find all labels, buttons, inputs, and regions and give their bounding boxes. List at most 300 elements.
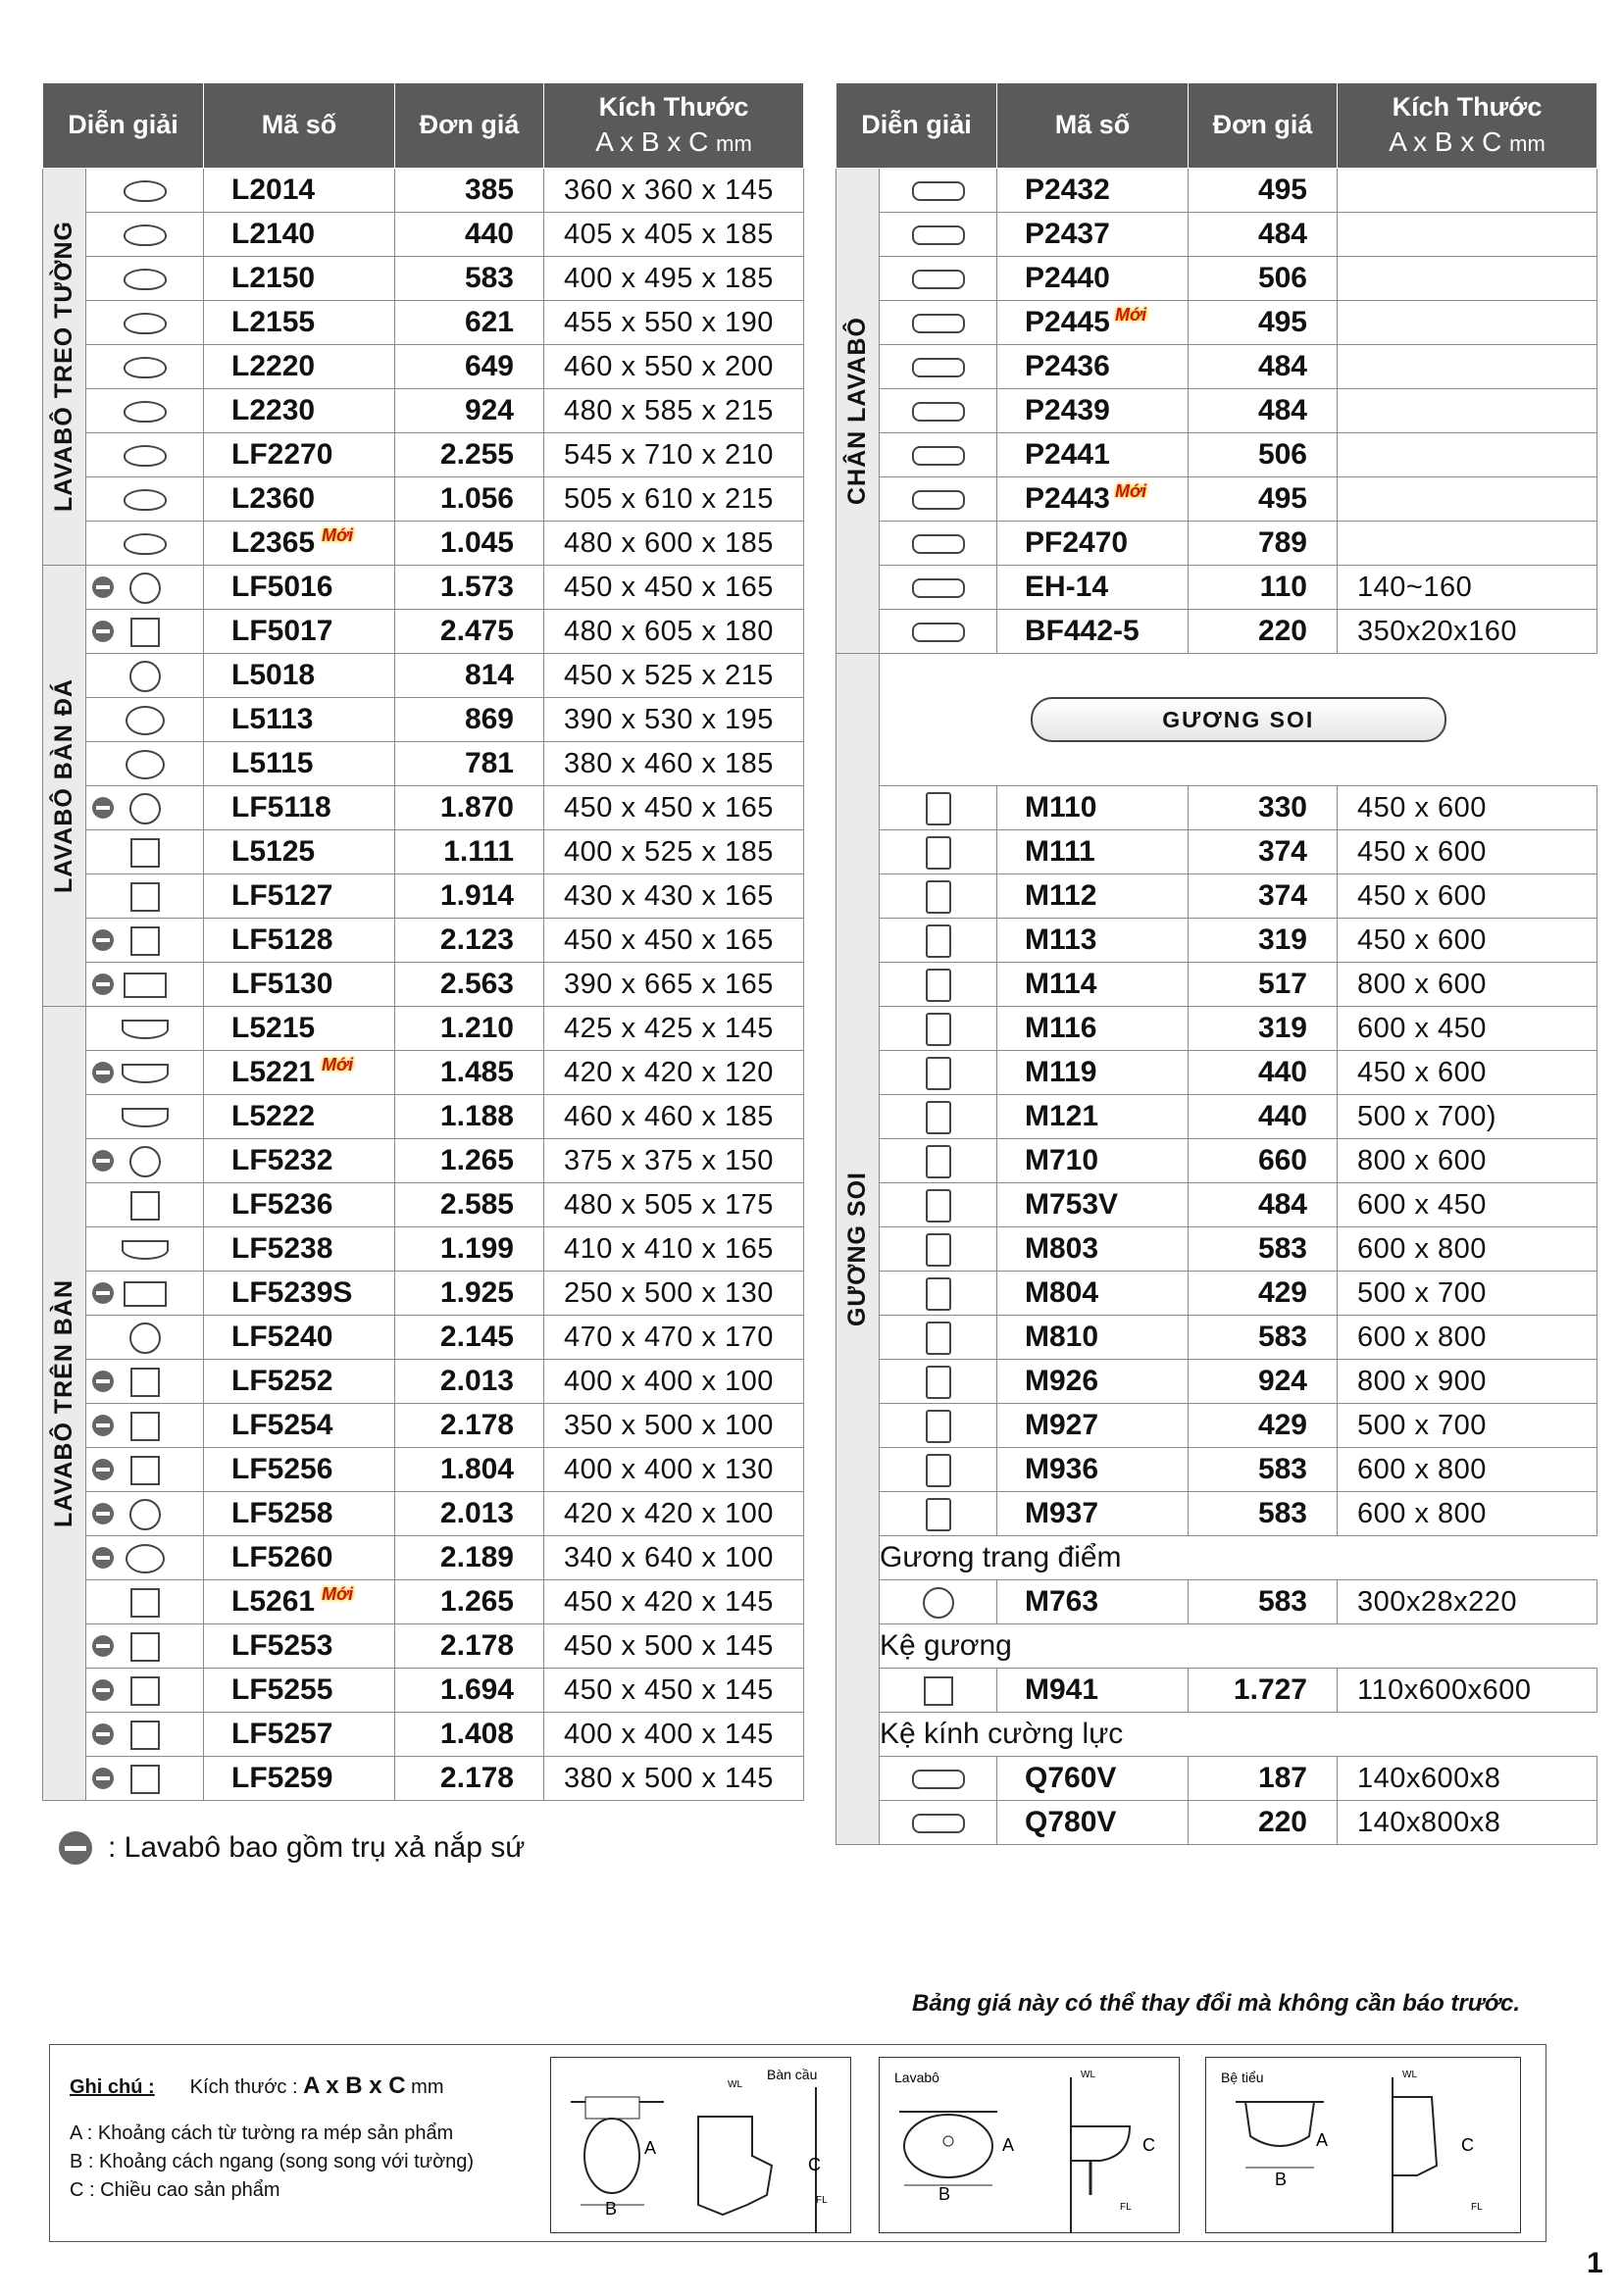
ceramic-cap-icon [92, 576, 114, 598]
table-row [836, 169, 1597, 213]
table-row [836, 522, 1597, 566]
product-image-cell [86, 301, 204, 345]
product-image-cell [86, 610, 204, 654]
product-price: 583 [1189, 1448, 1338, 1492]
table-header-row [43, 83, 804, 169]
product-price: 319 [1189, 919, 1338, 963]
pedestal-icon [912, 270, 965, 289]
product-price: 924 [395, 389, 544, 433]
product-size: 450 x 420 x 145 [544, 1580, 804, 1624]
product-code: LF5118 [204, 786, 395, 830]
product-price: 495 [1189, 301, 1338, 345]
table-row [43, 1713, 804, 1757]
product-image-cell [880, 830, 997, 874]
product-code: LF5127 [204, 874, 395, 919]
ceramic-cap-icon [92, 1768, 114, 1789]
ceramic-cap-icon [92, 1150, 114, 1172]
product-price: 2.013 [395, 1492, 544, 1536]
product-image-cell [86, 522, 204, 566]
ceramic-cap-icon [59, 1831, 92, 1865]
product-size: 480 x 585 x 215 [544, 389, 804, 433]
product-image-cell [880, 1360, 997, 1404]
product-image-cell [880, 257, 997, 301]
product-image-cell [880, 1448, 997, 1492]
product-image-cell [86, 1183, 204, 1227]
table-row [836, 1757, 1597, 1801]
table-row [836, 1404, 1597, 1448]
notes-title: Ghi chú : [70, 2076, 155, 2098]
product-code: M803 [997, 1227, 1189, 1272]
product-image-cell [86, 830, 204, 874]
table-row [43, 698, 804, 742]
product-size [1338, 213, 1597, 257]
table-row [836, 1139, 1597, 1183]
product-price: 484 [1189, 213, 1338, 257]
product-code: LF5017 [204, 610, 395, 654]
square-basin-icon [924, 1676, 953, 1706]
product-price: 484 [1189, 345, 1338, 389]
product-size: 800 x 600 [1338, 963, 1597, 1007]
table-row [836, 1316, 1597, 1360]
svg-text:Bệ tiểu: Bệ tiểu [1221, 2070, 1264, 2085]
product-size: 600 x 800 [1338, 1492, 1597, 1536]
square-basin-icon [130, 1588, 160, 1618]
product-size: 450 x 500 x 145 [544, 1624, 804, 1669]
product-price: 789 [1189, 522, 1338, 566]
square-basin-icon [130, 1676, 160, 1706]
product-price: 1.265 [395, 1139, 544, 1183]
product-size: 430 x 430 x 165 [544, 874, 804, 919]
product-code: LF5240 [204, 1316, 395, 1360]
header-group: Diễn giải [836, 83, 997, 169]
product-code: M753V [997, 1183, 1189, 1227]
ceramic-cap-icon [92, 929, 114, 951]
product-price: 506 [1189, 257, 1338, 301]
product-size: 250 x 500 x 130 [544, 1272, 804, 1316]
product-image-cell [86, 477, 204, 522]
svg-text:A: A [644, 2138, 657, 2158]
product-price: 2.585 [395, 1183, 544, 1227]
mirror-icon [926, 1057, 951, 1090]
product-price: 1.188 [395, 1095, 544, 1139]
product-size: 600 x 450 [1338, 1183, 1597, 1227]
product-code: M936 [997, 1448, 1189, 1492]
product-size: 400 x 400 x 145 [544, 1713, 804, 1757]
product-image-cell [880, 301, 997, 345]
rect-basin-icon [124, 973, 167, 998]
product-price: 429 [1189, 1272, 1338, 1316]
product-code: M119 [997, 1051, 1189, 1095]
table-row [43, 169, 804, 213]
table-row [836, 1227, 1597, 1272]
product-code: P2436 [997, 345, 1189, 389]
product-image-cell [86, 1095, 204, 1139]
product-code: LF5238 [204, 1227, 395, 1272]
product-price: 1.045 [395, 522, 544, 566]
product-price: 2.189 [395, 1536, 544, 1580]
table-row [836, 1580, 1597, 1624]
product-image-cell [86, 786, 204, 830]
product-image-cell [86, 1139, 204, 1183]
pedestal-icon [912, 358, 965, 377]
product-size: 480 x 505 x 175 [544, 1183, 804, 1227]
table-row [836, 301, 1597, 345]
product-code: LF5260 [204, 1536, 395, 1580]
product-code: LF5130 [204, 963, 395, 1007]
table-row [836, 830, 1597, 874]
svg-text:C: C [808, 2155, 821, 2174]
basin-drawing [880, 2058, 1179, 2232]
product-size: 140~160 [1338, 566, 1597, 610]
round-basin-icon [129, 661, 161, 692]
basin-diagram [879, 2057, 1180, 2233]
product-size [1338, 522, 1597, 566]
product-size [1338, 169, 1597, 213]
product-price: 781 [395, 742, 544, 786]
svg-text:WL: WL [1402, 2070, 1417, 2080]
svg-text:B: B [938, 2184, 951, 2204]
product-size: 450 x 600 [1338, 1051, 1597, 1095]
svg-text:B: B [605, 2199, 618, 2219]
group-label: LAVABÔ TREO TƯỜNG [43, 169, 86, 566]
bowl-basin-icon [122, 1064, 169, 1083]
table-row [43, 1316, 804, 1360]
table-row [43, 1007, 804, 1051]
pedestal-icon [912, 534, 965, 554]
accessory-price-table [836, 82, 1597, 1845]
header-price: Đơn giá [1189, 83, 1338, 169]
mirror-icon [926, 1013, 951, 1046]
ceramic-cap-icon [92, 1459, 114, 1480]
table-row [836, 1095, 1597, 1139]
product-code: L2150 [204, 257, 395, 301]
bowl-basin-icon [122, 1108, 169, 1127]
product-code: L5115 [204, 742, 395, 786]
pedestal-icon [912, 402, 965, 422]
product-code: M121 [997, 1095, 1189, 1139]
legend-text: : Lavabô bao gồm trụ xả nắp sứ [108, 1831, 526, 1864]
product-code: LF5256 [204, 1448, 395, 1492]
square-basin-icon [130, 838, 160, 868]
product-image-cell [86, 1624, 204, 1669]
ceramic-cap-icon [92, 1371, 114, 1392]
product-code: LF5016 [204, 566, 395, 610]
product-price: 506 [1189, 433, 1338, 477]
mirror-icon [926, 1498, 951, 1531]
product-image-cell [880, 1669, 997, 1713]
round-basin-icon [129, 1499, 161, 1530]
table-row [43, 919, 804, 963]
product-size [1338, 301, 1597, 345]
table-row [43, 1624, 804, 1669]
table-row [836, 345, 1597, 389]
product-size: 450 x 525 x 215 [544, 654, 804, 698]
product-size [1338, 433, 1597, 477]
table-row [43, 1139, 804, 1183]
table-row [836, 1007, 1597, 1051]
round-basin-icon [129, 1146, 161, 1177]
product-price: 1.573 [395, 566, 544, 610]
wall-basin-icon [124, 401, 167, 423]
product-price: 1.210 [395, 1007, 544, 1051]
product-price: 1.265 [395, 1580, 544, 1624]
product-image-cell [86, 1757, 204, 1801]
product-image-cell [86, 654, 204, 698]
pedestal-icon [912, 181, 965, 201]
product-code: LF2270 [204, 433, 395, 477]
product-price: 1.870 [395, 786, 544, 830]
notes-box [49, 2044, 1546, 2242]
product-price: 583 [1189, 1492, 1338, 1536]
product-code: M927 [997, 1404, 1189, 1448]
product-code: M941 [997, 1669, 1189, 1713]
note-c: C : Chiều cao sản phẩm [70, 2178, 280, 2201]
rect-basin-icon [124, 1281, 167, 1307]
product-price: 2.178 [395, 1624, 544, 1669]
new-badge: Mới [1115, 305, 1147, 324]
lavabo-price-table [42, 82, 804, 1801]
product-image-cell [86, 169, 204, 213]
ceramic-cap-icon [92, 797, 114, 819]
table-row [43, 301, 804, 345]
ceramic-cap-icon [92, 1282, 114, 1304]
product-size [1338, 477, 1597, 522]
product-price: 660 [1189, 1139, 1338, 1183]
product-code: L5018 [204, 654, 395, 698]
product-price: 2.123 [395, 919, 544, 963]
product-code: LF5236 [204, 1183, 395, 1227]
table-row [43, 522, 804, 566]
product-image-cell [86, 698, 204, 742]
product-image-cell [86, 433, 204, 477]
product-code: LF5257 [204, 1713, 395, 1757]
table-row [836, 1669, 1597, 1713]
product-size: 480 x 600 x 185 [544, 522, 804, 566]
table-row [43, 1669, 804, 1713]
product-size: 140x800x8 [1338, 1801, 1597, 1845]
product-price: 649 [395, 345, 544, 389]
product-image-cell [86, 213, 204, 257]
product-code: Q760V [997, 1757, 1189, 1801]
product-price: 440 [395, 213, 544, 257]
product-image-cell [880, 169, 997, 213]
svg-text:Bàn cầu: Bàn cầu [767, 2067, 818, 2082]
svg-text:A: A [1002, 2135, 1015, 2155]
wall-basin-icon [124, 445, 167, 467]
pedestal-icon [912, 490, 965, 510]
product-image-cell [880, 1801, 997, 1845]
table-row [836, 963, 1597, 1007]
product-size: 600 x 450 [1338, 1007, 1597, 1051]
product-code: L5215 [204, 1007, 395, 1051]
product-price: 869 [395, 698, 544, 742]
product-image-cell [86, 257, 204, 301]
product-price: 2.475 [395, 610, 544, 654]
table-row [43, 257, 804, 301]
pedestal-icon [912, 225, 965, 245]
wall-basin-icon [124, 225, 167, 246]
new-badge: Mới [322, 1055, 354, 1074]
product-price: 2.178 [395, 1757, 544, 1801]
table-row [43, 1272, 804, 1316]
product-code: M113 [997, 919, 1189, 963]
product-image-cell [86, 345, 204, 389]
blank-row [836, 742, 1597, 786]
svg-text:C: C [1142, 2135, 1155, 2155]
table-row [43, 1536, 804, 1580]
product-price: 1.925 [395, 1272, 544, 1316]
svg-text:WL: WL [1081, 2070, 1095, 2080]
svg-text:WL: WL [728, 2079, 742, 2090]
product-size: 450 x 600 [1338, 830, 1597, 874]
section-title-row: Gương trang điểm [880, 1541, 1122, 1573]
product-code: LF5255 [204, 1669, 395, 1713]
product-image-cell [880, 1227, 997, 1272]
product-size: 380 x 460 x 185 [544, 742, 804, 786]
product-code: M937 [997, 1492, 1189, 1536]
product-code: L2365 Mới [204, 522, 395, 566]
table-row [836, 1801, 1597, 1845]
urinal-drawing [1206, 2058, 1520, 2232]
product-price: 1.111 [395, 830, 544, 874]
product-image-cell [880, 566, 997, 610]
table-row [43, 389, 804, 433]
table-row [43, 1757, 804, 1801]
round-basin-icon [129, 1323, 161, 1354]
product-size: 450 x 450 x 165 [544, 566, 804, 610]
product-image-cell [86, 566, 204, 610]
bowl-basin-icon [122, 1020, 169, 1039]
wall-basin-icon [124, 313, 167, 334]
product-size: 400 x 400 x 130 [544, 1448, 804, 1492]
product-price: 1.804 [395, 1448, 544, 1492]
product-code: EH-14 [997, 566, 1189, 610]
product-image-cell [880, 345, 997, 389]
pedestal-icon [912, 578, 965, 598]
table-row [43, 1051, 804, 1095]
product-size: 360 x 360 x 145 [544, 169, 804, 213]
table-row [836, 786, 1597, 830]
header-size: Kích Thước A x B x C mm [544, 83, 804, 169]
product-image-cell [86, 1713, 204, 1757]
product-image-cell [880, 433, 997, 477]
square-basin-icon [130, 926, 160, 956]
ceramic-cap-icon [92, 1547, 114, 1569]
square-basin-icon [130, 1368, 160, 1397]
product-price: 621 [395, 301, 544, 345]
product-price: 814 [395, 654, 544, 698]
product-size: 450 x 600 [1338, 786, 1597, 830]
table-row [43, 1095, 804, 1139]
mirror-icon [926, 1189, 951, 1223]
product-image-cell [880, 213, 997, 257]
square-basin-icon [130, 1456, 160, 1485]
table-row [43, 786, 804, 830]
mirror-icon [926, 792, 951, 825]
product-price: 1.727 [1189, 1669, 1338, 1713]
product-size: 545 x 710 x 210 [544, 433, 804, 477]
product-size: 110x600x600 [1338, 1669, 1597, 1713]
table-row [836, 257, 1597, 301]
note-b: B : Khoảng cách ngang (song song với tường) [70, 2150, 475, 2172]
oval-basin-icon [126, 1544, 165, 1573]
product-code: LF5232 [204, 1139, 395, 1183]
product-size: 600 x 800 [1338, 1227, 1597, 1272]
table-row [836, 1360, 1597, 1404]
mirror-icon [926, 1233, 951, 1267]
new-badge: Mới [1115, 481, 1147, 501]
product-image-cell [880, 1580, 997, 1624]
table-row [43, 874, 804, 919]
product-image-cell [86, 919, 204, 963]
product-code: L2014 [204, 169, 395, 213]
product-code: L5222 [204, 1095, 395, 1139]
table-header-row [836, 83, 1597, 169]
table-row [836, 1051, 1597, 1095]
notes: Ghi chú : Kích thước : A x B x C mm A : Khoảng cách từ tường ra mép sản phẩm B : Khoảng cách ngang (song song với tường) C : Chiều cao sản phẩm [70, 2070, 474, 2205]
product-code: P2445 Mới [997, 301, 1189, 345]
ceramic-cap-icon [92, 1679, 114, 1701]
mirror-icon [926, 1410, 951, 1443]
mirror-icon [926, 1277, 951, 1311]
svg-text:B: B [1275, 2170, 1288, 2189]
product-size: 390 x 530 x 195 [544, 698, 804, 742]
group-label: LAVABÔ BÀN ĐÁ [43, 566, 86, 1007]
product-price: 2.013 [395, 1360, 544, 1404]
wall-basin-icon [124, 357, 167, 378]
product-price: 924 [1189, 1360, 1338, 1404]
product-image-cell [86, 963, 204, 1007]
product-size: 470 x 470 x 170 [544, 1316, 804, 1360]
header-price: Đơn giá [395, 83, 544, 169]
square-basin-icon [130, 1765, 160, 1794]
pedestal-icon [912, 314, 965, 333]
product-image-cell [880, 874, 997, 919]
ceramic-cap-icon [92, 1635, 114, 1657]
product-price: 429 [1189, 1404, 1338, 1448]
product-code: L2140 [204, 213, 395, 257]
ceramic-cap-icon [92, 1723, 114, 1745]
table-row [836, 1183, 1597, 1227]
wall-basin-icon [124, 180, 167, 202]
table-row [43, 213, 804, 257]
product-size: 600 x 800 [1338, 1448, 1597, 1492]
product-code: L2360 [204, 477, 395, 522]
product-price: 110 [1189, 566, 1338, 610]
product-code: P2439 [997, 389, 1189, 433]
table-row [43, 345, 804, 389]
table-row [836, 1448, 1597, 1492]
table-row [43, 1360, 804, 1404]
product-image-cell [880, 1051, 997, 1095]
table-row [43, 1183, 804, 1227]
product-code: P2441 [997, 433, 1189, 477]
oval-basin-icon [126, 706, 165, 735]
page-number: 1 [1587, 2247, 1603, 2279]
table-row [43, 566, 804, 610]
product-code: M114 [997, 963, 1189, 1007]
product-image-cell [880, 522, 997, 566]
table-row [43, 963, 804, 1007]
toilet-diagram [550, 2057, 851, 2233]
product-image-cell [86, 1669, 204, 1713]
product-image-cell [86, 1227, 204, 1272]
table-row [836, 389, 1597, 433]
table-row [836, 213, 1597, 257]
product-price: 330 [1189, 786, 1338, 830]
product-image-cell [86, 1316, 204, 1360]
square-basin-icon [130, 1191, 160, 1221]
